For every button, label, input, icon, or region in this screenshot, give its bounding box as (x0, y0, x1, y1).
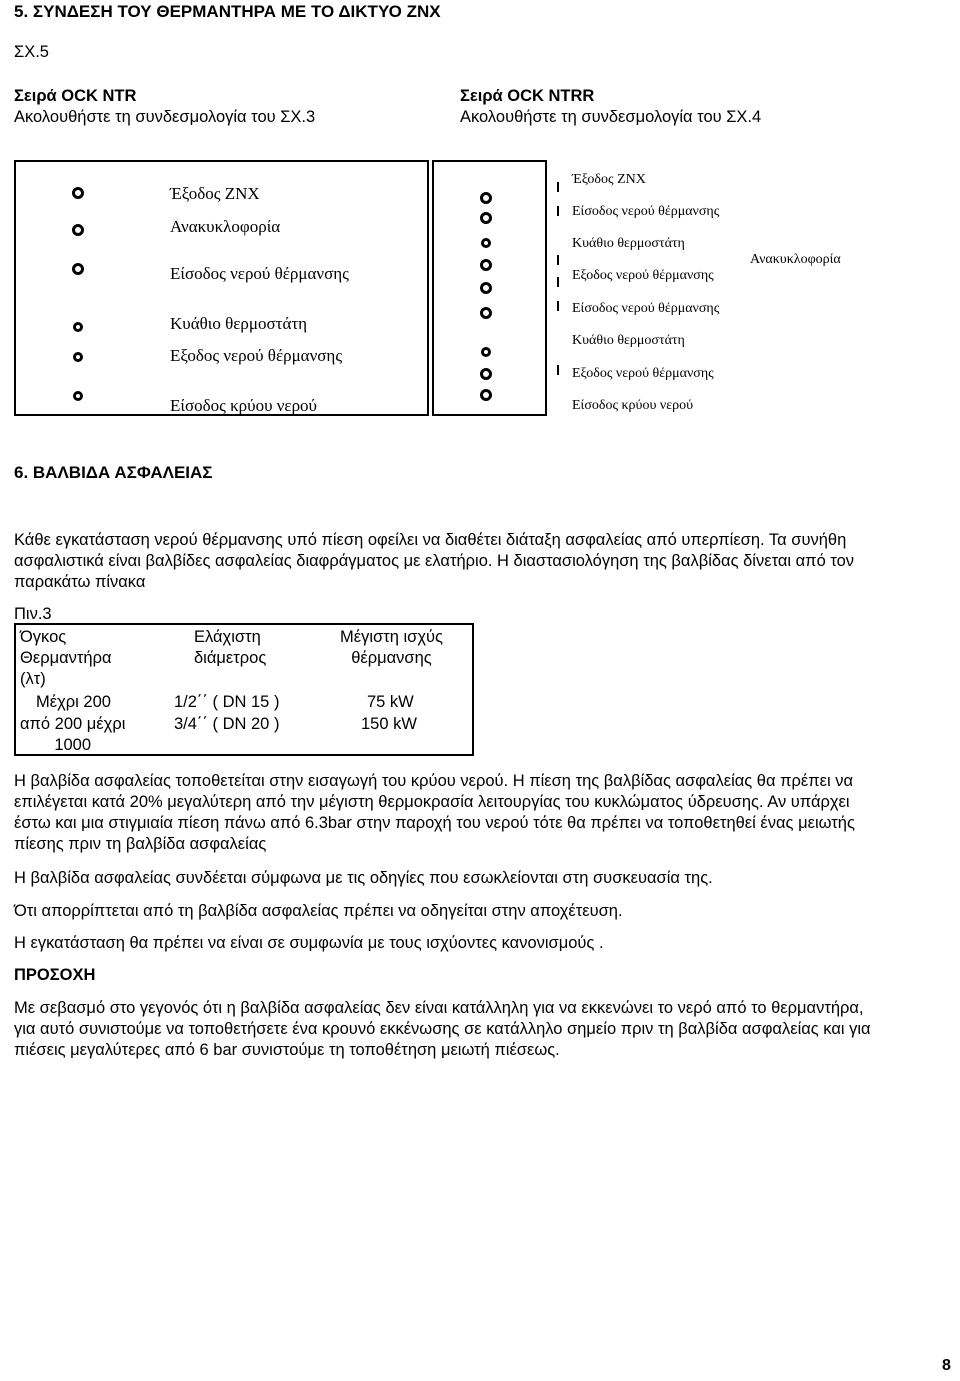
connection-port (73, 391, 83, 401)
heater-diagram-left (14, 160, 429, 416)
text-line: Με σεβασμό στο γεγονός ότι η βαλβίδα ασφαλείας δεν είναι κατάλληλη για να εκκενώνει το νερό από το θερμαντήρα, (14, 999, 864, 1017)
leader-mark (557, 365, 559, 375)
port-label: Έξοδος ΖΝΧ (572, 172, 646, 187)
port-label: Είσοδος νερού θέρμανσης (170, 264, 349, 283)
port-label: Κυάθιο θερμοστάτη (170, 314, 308, 333)
connection-port (72, 224, 84, 236)
port-label: Έξοδος ΖΝΧ (170, 184, 260, 203)
header-volume (20, 627, 112, 690)
port-label: Κυάθιο θερμοστάτη (572, 236, 685, 251)
header-text: διάμετρος (194, 649, 267, 667)
cell-diameter: 3/4΄΄ ( DN 20 ) (174, 715, 280, 733)
cell-text: από 200 μέχρι (20, 715, 126, 733)
figure-ref: ΣΧ.5 (14, 43, 49, 61)
caution-title: ΠΡΟΣΟΧΗ (14, 966, 96, 984)
port-label: Ανακυκλοφορία (170, 217, 281, 236)
header-text: Όγκος (20, 628, 67, 646)
leader-mark (557, 255, 559, 265)
cell-text: 1000 (54, 736, 92, 754)
connection-port (480, 368, 492, 380)
leader-mark (557, 182, 559, 192)
leader-mark (557, 206, 559, 216)
valve-paragraph (14, 771, 958, 855)
port-label: Εξοδος νερού θέρμανσης (170, 346, 343, 365)
cell-power: 150 kW (361, 715, 417, 733)
header-text: Μέγιστη ισχύς (340, 628, 443, 646)
right-series-instruction: Ακολουθήστε τη συνδεσμολογία του ΣΧ.4 (460, 108, 762, 126)
connection-port (481, 347, 491, 357)
header-text: θέρμανσης (351, 649, 432, 667)
port-label: Είσοδος νερού θέρμανσης (572, 204, 720, 219)
text-line: έστω και μια στιγμιαία πίεση πάνω από 6.3bar στην παροχή του νερού τότε θα πρέπει να τοποθετηθεί ένας μειωτής (14, 814, 855, 832)
connection-note: Η βαλβίδα ασφαλείας συνδέεται σύμφωνα με τις οδηγίες που εσωκλείονται στη συσκευασία της. (14, 869, 713, 887)
right-series-title: Σειρά OCK NTRR (460, 87, 595, 105)
connection-port (73, 352, 83, 362)
header-power (340, 627, 443, 669)
table-ref: Πιν.3 (14, 605, 52, 623)
connection-port (480, 389, 492, 401)
text-line: Η βαλβίδα ασφαλείας τοποθετείται στην εισαγωγή του κρύου νερού. Η πίεση της βαλβίδας ασφαλείας θα πρέπει να (14, 772, 854, 790)
left-series-instruction: Ακολουθήστε τη συνδεσμολογία του ΣΧ.3 (14, 108, 316, 126)
port-label: Εξοδος νερού θέρμανσης (572, 268, 714, 283)
header-text: Θερμαντήρα (20, 649, 112, 667)
section6-title: 6. ΒΑΛΒΙΔΑ ΑΣΦΑΛΕΙΑΣ (14, 463, 213, 482)
cell-diameter: 1/2΄΄ ( DN 15 ) (174, 693, 280, 711)
table-rule (14, 623, 474, 625)
text-line: πίεσης πριν τη βαλβίδα ασφαλείας (14, 835, 267, 853)
port-label: Είσοδος κρύου νερού (170, 396, 317, 415)
section5-title: 5. ΣΥΝΔΕΣΗ ΤΟΥ ΘΕΡΜΑΝΤΗΡΑ ΜΕ ΤΟ ΔΙΚΤΥΟ ΖΝΧ (14, 2, 441, 21)
connection-port (73, 322, 83, 332)
port-label: Κυάθιο θερμοστάτη (572, 333, 685, 348)
cell-volume: Μέχρι 200 (36, 693, 111, 711)
connection-port (480, 282, 492, 294)
port-label: Είσοδος νερού θέρμανσης (572, 301, 720, 316)
text-line: επιλέγεται κατά 20% μεγαλύτερη από την μέγιστη θερμοκρασία λειτουργίας του κυκλώματος ύδρευσης. Αν υπάρχει (14, 793, 850, 811)
connection-port (480, 307, 492, 319)
recirculation-label: Ανακυκλοφορία (750, 252, 841, 267)
text-line: παρακάτω πίνακα (14, 573, 146, 591)
connection-port (481, 238, 491, 248)
header-text: Ελάχιστη (194, 628, 261, 646)
text-line: Κάθε εγκατάσταση νερού θέρμανσης υπό πίεση οφείλει να διαθέτει διάταξη ασφαλείας από υπερπίεση. Τα συνήθη (14, 531, 847, 549)
heater-diagram-right (432, 160, 547, 416)
leader-mark (557, 277, 559, 287)
caution-paragraph (14, 998, 958, 1061)
port-label: Είσοδος κρύου νερού (572, 398, 694, 413)
drain-note: Ότι απορρίπτεται από τη βαλβίδα ασφαλείας πρέπει να οδηγείται στην αποχέτευση. (14, 902, 623, 920)
text-line: ασφαλιστικά είναι βαλβίδες ασφαλείας διαφράγματος με ελατήριο. Η διαστασιολόγηση της βαλβίδας δίνεται από τον (14, 552, 855, 570)
connection-port (480, 192, 492, 204)
left-series-title: Σειρά OCK NTR (14, 87, 137, 105)
cell-volume (20, 714, 125, 756)
cell-power: 75 kW (367, 693, 414, 711)
text-line: για αυτό συνιστούμε να τοποθετήσετε ένα κρουνό εκκένωσης σε κατάλληλο σημείο πριν τη βαλβίδα ασφαλείας και για (14, 1020, 871, 1038)
table-rule (472, 623, 474, 756)
port-label: Εξοδος νερού θέρμανσης (572, 366, 714, 381)
text-line: πιέσεις μεγαλύτερες από 6 bar συνιστούμε τη τοποθέτηση μειωτή πιέσεως. (14, 1041, 560, 1059)
intro-paragraph (14, 530, 958, 593)
regulations-note: Η εγκατάσταση θα πρέπει να είναι σε συμφωνία με τους ισχύοντες κανονισμούς . (14, 934, 604, 952)
header-text: (λτ) (20, 670, 46, 688)
header-diameter (194, 627, 266, 669)
connection-port (72, 263, 84, 275)
connection-port (480, 259, 492, 271)
connection-port (72, 187, 84, 199)
connection-port (480, 212, 492, 224)
page-number: 8 (942, 1357, 951, 1374)
table-rule (14, 623, 16, 756)
leader-mark (557, 301, 559, 311)
